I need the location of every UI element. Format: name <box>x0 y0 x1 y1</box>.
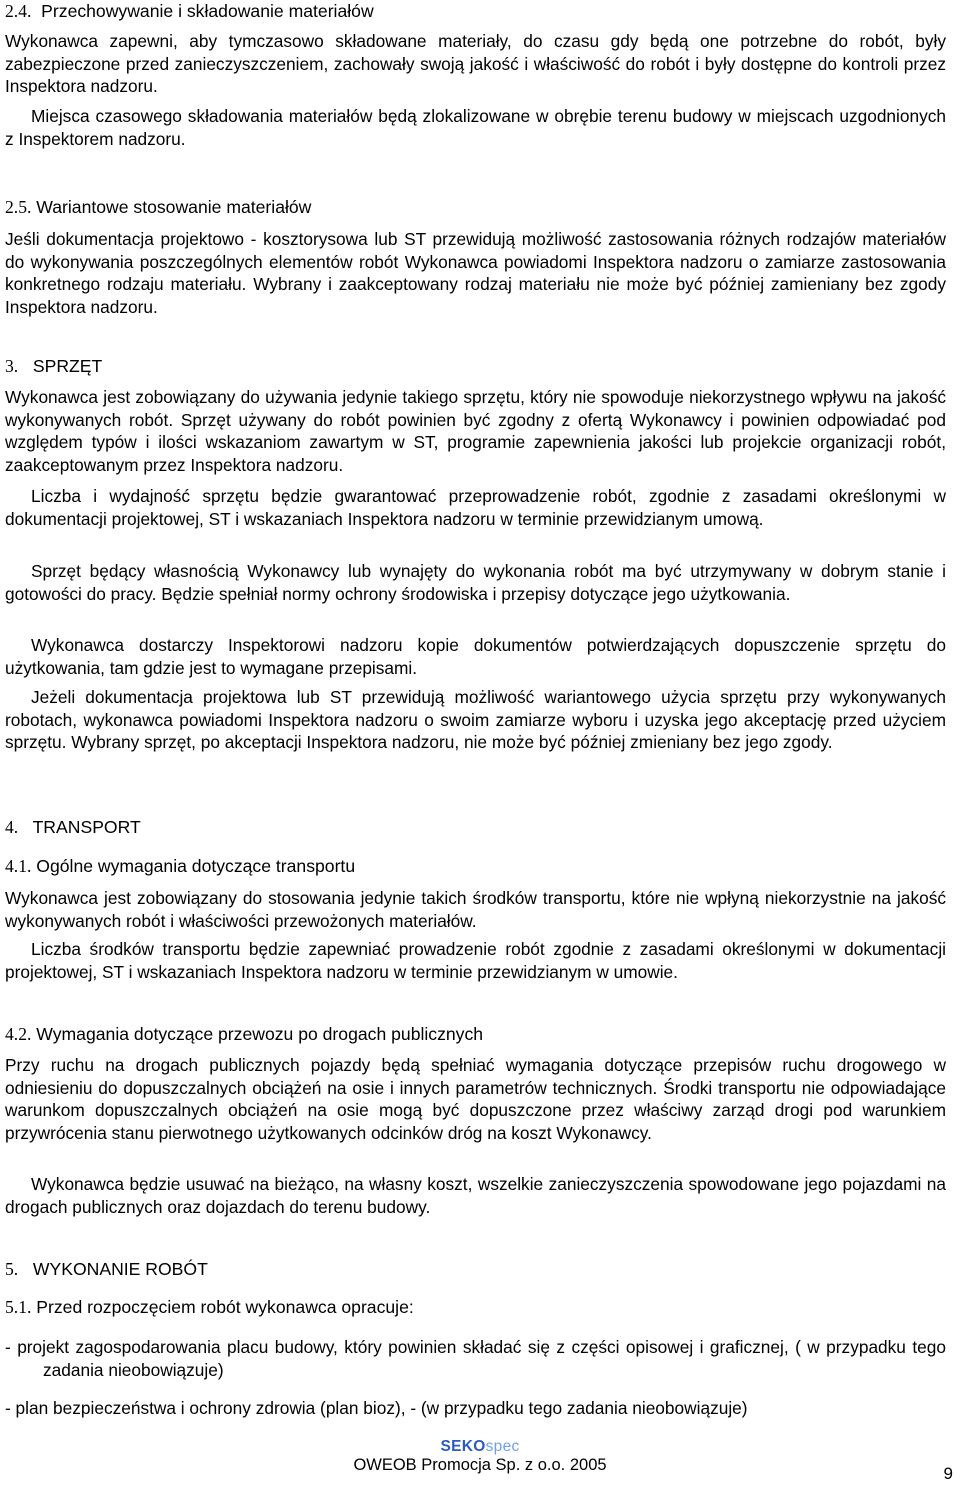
footer-company <box>0 1453 960 1477</box>
section-4-1-paragraph-1 <box>5 887 946 932</box>
paragraph: Miejsca czasowego składowania materiałów będą zlokalizowane w obrębie terenu budowy w miejscach uzgodnionych z Inspektorem nadzoru. <box>5 106 946 149</box>
section-heading <box>5 855 946 878</box>
section-4-1-paragraph-2 <box>5 938 946 983</box>
section-number: 5. <box>5 1259 19 1279</box>
section-heading <box>5 1296 946 1319</box>
section-2-5 <box>5 196 946 219</box>
section-title: SPRZĘT <box>32 356 103 376</box>
section-4-2-paragraph-2 <box>5 1173 946 1218</box>
paragraph: Liczba i wydajność sprzętu będzie gwarantować przeprowadzenie robót, zgodnie z zasadami określonymi w dokumentacji projektowej, ST i wskazaniach Inspektora nadzoru w terminie przewidzianym umową. <box>5 486 946 529</box>
section-title: WYKONANIE ROBÓT <box>32 1259 208 1279</box>
section-title: TRANSPORT <box>32 817 141 837</box>
paragraph: Jeżeli dokumentacja projektowa lub ST przewidują możliwość wariantowego użycia sprzętu przy wykonywanych robotach, wykonawca powiadomi Inspektora nadzoru o swoim zamiarze wyboru i uzyska jego akceptację przed użyciem sprzętu. Wybrany sprzęt, po akceptacji Inspektora nadzoru, nie może być później zmieniany bez jego zgody. <box>5 687 946 753</box>
section-heading <box>5 816 946 839</box>
paragraph: Liczba środków transportu będzie zapewniać prowadzenie robót zgodnie z zasadami określonymi w dokumentacji projektowej, ST i wskazaniach Inspektora nadzoru w terminie przewidzianym w umowie. <box>5 939 946 982</box>
section-number: 2.4. <box>5 1 32 21</box>
section-number: 2.5. <box>5 197 32 217</box>
paragraph: Wykonawca będzie usuwać na bieżąco, na własny koszt, wszelkie zanieczyszczenia spowodowane jego pojazdami na drogach publicznych oraz dojazdach do terenu budowy. <box>5 1174 946 1217</box>
paragraph: Wykonawca zapewni, aby tymczasowo składowane materiały, do czasu gdy będą one potrzebne do robót, były zabezpieczone przed zanieczyszczeniem, zachowały swoją jakość i właściwość do robót i były dostępne do kontroli przez Inspektora nadzoru. <box>5 31 946 97</box>
section-4-2 <box>5 1023 946 1046</box>
section-3-paragraph-5 <box>5 686 946 754</box>
section-title: Przechowywanie i składowanie materiałów <box>41 1 374 21</box>
section-heading <box>5 0 946 23</box>
paragraph: Przy ruchu na drogach publicznych pojazdy będą spełniać wymagania dotyczące przepisów ruchu drogowego w odniesieniu do dopuszczalnych obciążeń na osie i innych parametrów technicznych. Środki transportu nie odpowiadające warunkom dopuszczalnych obciążeń na osie mogą być dopuszczone przez właściwy zarząd drogi pod warunkiem przywrócenia stanu pierwotnego użytkowanych odcinków dróg na koszt Wykonawcy. <box>5 1055 946 1143</box>
section-2-4-paragraph-1 <box>5 30 946 98</box>
paragraph: Wykonawca jest zobowiązany do używania jedynie takiego sprzętu, który nie spowoduje niekorzystnego wpływu na jakość wykonywanych robót. Sprzęt używany do robót powinien być zgodny z ofertą Wykonawcy i powinien odpowiadać pod względem typów i ilości wskazaniom zawartym w ST, programie zapewnienia jakości lub projekcie organizacji robót, zaakceptowanym przez Inspektora nadzoru. <box>5 387 946 475</box>
section-heading <box>5 196 946 219</box>
section-title: Wymagania dotyczące przewozu po drogach publicznych <box>36 1024 484 1044</box>
section-2-5-paragraph-1 <box>5 228 946 318</box>
page-number: 9 <box>943 1464 953 1483</box>
section-5-1 <box>5 1296 946 1319</box>
section-number: 5.1. <box>5 1297 32 1317</box>
section-heading <box>5 1023 946 1046</box>
section-4-1 <box>5 855 946 878</box>
paragraph: Wykonawca dostarczy Inspektorowi nadzoru kopie dokumentów potwierdzających dopuszczenie sprzętu do użytkowania, tam gdzie jest to wymagane przepisami. <box>5 635 946 678</box>
section-title: Ogólne wymagania dotyczące transportu <box>36 856 356 876</box>
section-3-paragraph-2 <box>5 485 946 530</box>
section-2-4-paragraph-2 <box>5 105 946 150</box>
section-3 <box>5 355 946 378</box>
section-2-4 <box>5 0 946 23</box>
section-3-paragraph-1 <box>5 386 946 476</box>
section-number: 4.1. <box>5 856 32 876</box>
section-5-1-list-item-2 <box>5 1397 946 1420</box>
section-3-paragraph-4 <box>5 634 946 679</box>
paragraph: Wykonawca jest zobowiązany do stosowania jedynie takich środków transportu, które nie wpłyną niekorzystnie na jakość wykonywanych robót i właściwości przewożonych materiałów. <box>5 888 946 931</box>
section-3-paragraph-3 <box>5 560 946 605</box>
section-heading <box>5 355 946 378</box>
section-number: 4. <box>5 817 19 837</box>
section-5-1-list-item-1 <box>5 1336 946 1381</box>
brand-logo: SEKOspec <box>440 1438 520 1455</box>
section-number: 3. <box>5 356 19 376</box>
section-4 <box>5 816 946 839</box>
section-5 <box>5 1258 946 1281</box>
paragraph: Sprzęt będący własnością Wykonawcy lub wynajęty do wykonania robót ma być utrzymywany w dobrym stanie i gotowości do pracy. Będzie spełniał normy ochrony środowiska i przepisy dotyczące jego użytkowania. <box>5 561 946 604</box>
paragraph: Jeśli dokumentacja projektowo - kosztorysowa lub ST przewidują możliwość zastosowania różnych rodzajów materiałów do wykonywania poszczególnych elementów robót Wykonawca powiadomi Inspektora nadzoru o zamiarze zastosowania konkretnego rodzaju materiału. Wybrany i zaakceptowany rodzaj materiału nie może być później zamieniany bez zgody Inspektora nadzoru. <box>5 229 946 317</box>
company-name: OWEOB Promocja Sp. z o.o. 2005 <box>353 1456 607 1474</box>
section-title: Przed rozpoczęciem robót wykonawca opracuje: <box>36 1297 414 1317</box>
list-item: - projekt zagospodarowania placu budowy, który powinien składać się z części opisowej i graficznej, ( w przypadku tego zadania nieobowiązuje) <box>5 1337 946 1380</box>
section-number: 4.2. <box>5 1024 32 1044</box>
list-item: - plan bezpieczeństwa i ochrony zdrowia (plan bioz), - (w przypadku tego zadania nieobowiązuje) <box>5 1398 748 1418</box>
section-heading <box>5 1258 946 1281</box>
section-4-2-paragraph-1 <box>5 1054 946 1144</box>
section-title: Wariantowe stosowanie materiałów <box>36 197 312 217</box>
